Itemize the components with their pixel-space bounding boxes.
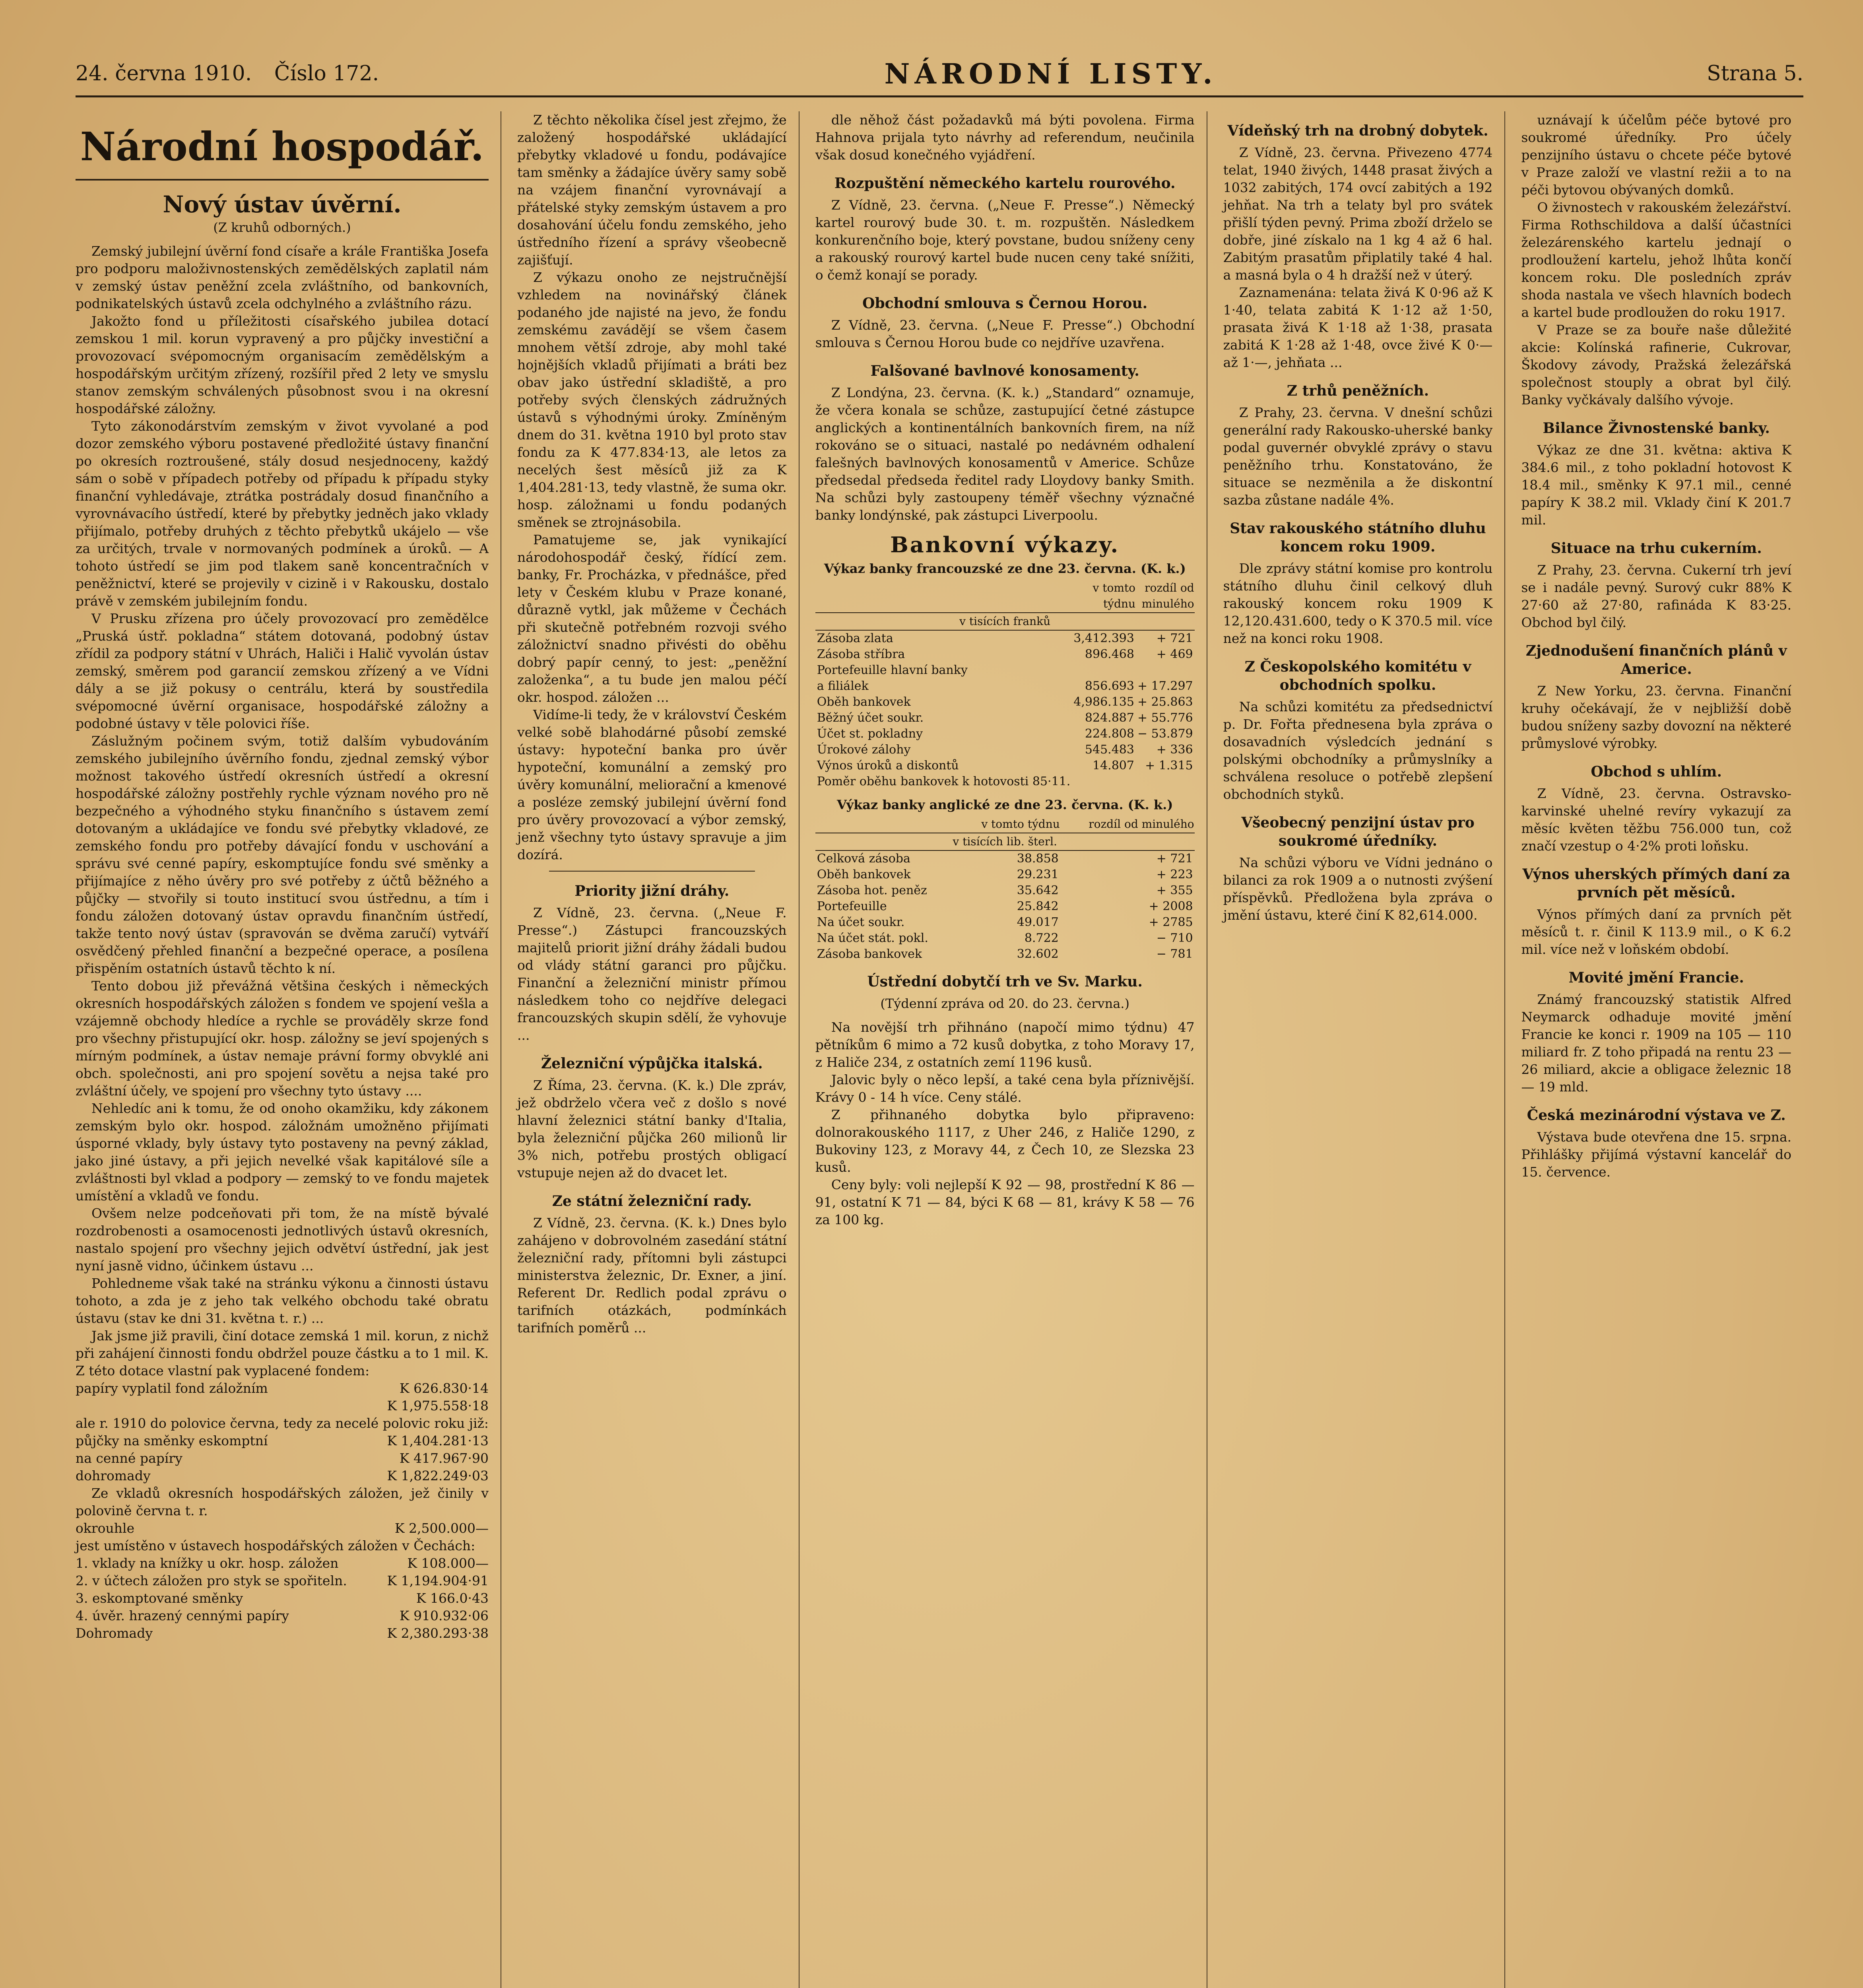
figure-line (76, 1432, 489, 1450)
table-cell: + 223 (1156, 868, 1193, 881)
section-heading: Vídeňský trh na drobný dobytek. (1227, 122, 1488, 139)
section-heading: Obchodní smlouva s Černou Horou. (862, 295, 1148, 312)
table-cell (1072, 662, 1136, 678)
column-1 (76, 111, 501, 1988)
header-left (76, 62, 395, 85)
section-text: Z Říma, 23. června. (K. k.) Dle zpráv, jež obdrželo včera več z došlo s nové hlavní železnici státní banky d'Italia, byla železniční půjčka 260 milionů lir 3% nich, potřebu prostých obligací vstupuje nejen až do dvacet let. (517, 1077, 787, 1180)
table-cell: Poměr oběhu bankovek k hotovosti 85·11. (817, 775, 1071, 788)
issue-number: Číslo 172. (274, 62, 379, 85)
table-caption: Výkaz banky francouzské ze dne 23. června. (K. k.) (824, 561, 1186, 576)
article-paragraph: Z výkazu onoho ze nejstručnější vzhledem na novinářský článek podaného jde najisté na jevo, že fondu zemskému zavádějí se všem časem mnohem větší zdroje, aby mohl také hojnějších vkladů přijímati a bráti bez obav jako ústřední skladiště, a pro potřeby svých členských zádružných ústavů s výhodnými úroky. Zmíněným dnem do 31. května 1910 byl proto stav fondu za K 477.834·13, ale letos za necelých šest měsíců již za K 1,404.281·13, tedy vlastně, že suma okr. hosp. záložnami u fondu podaných směnek se ztrojnásobila. (517, 270, 787, 530)
section-heading: Situace na trhu cukerním. (1551, 540, 1762, 557)
section-heading: Železniční výpůjčka italská. (541, 1055, 763, 1072)
table-cell: 25.842 (1017, 899, 1059, 913)
table-row (815, 899, 1195, 914)
section-text: Na schůzi výboru ve Vídni jednáno o bilanci za rok 1909 a o nutnosti zvýšení příspěvků. Předložena byla zpráva o jmění ústavu, které činí K 82,614.000. (1223, 855, 1493, 923)
table-cell: 4,986.135 (1073, 695, 1134, 709)
figure-value: K 2,500.000— (394, 1520, 489, 1536)
table-cell: a filiálek (817, 679, 869, 693)
article-paragraph: Pohledneme však také na stránku výkonu a činnosti ústavu tohoto, a zda je z jeho tak velkého obchodu také obratu ústavu (stav ke dni 31. května t. r.) ... (76, 1276, 489, 1326)
bank-reports-title: Bankovní výkazy. (890, 532, 1120, 557)
table-row (815, 758, 1195, 774)
table-cell: Portefeuille (817, 899, 887, 913)
section-heading: Obchod s uhlím. (1591, 763, 1722, 780)
figure-value: K 1,194.904·91 (387, 1573, 489, 1588)
fund-figures (76, 1380, 489, 1485)
table-cell: Na účet soukr. (817, 915, 905, 929)
table-cell: + 469 (1156, 647, 1193, 661)
figure-line (76, 1397, 489, 1415)
table-row (815, 678, 1195, 694)
figure-value: K 166.0·43 (416, 1590, 489, 1606)
figure-line (76, 1625, 489, 1642)
article-paragraph: Ovšem nelze podceňovati při tom, že na místě bývalé rozdrobenosti a osamocenosti jednotlivých ústavů okresních, nastalo spojení pro všechny jejich odvětví ústřední, jak jest nyní jasně vidno, účinkem ústavu ... (76, 1206, 489, 1274)
table-cell: Zásoba zlata (817, 631, 893, 645)
figure-line (76, 1467, 489, 1485)
bank-table-england (815, 816, 1195, 962)
figure-label: jest umístěno v ústavech hospodářských záložen v Čechách: (76, 1538, 475, 1553)
section-heading: Česká mezinárodní výstava ve Z. (1527, 1107, 1786, 1124)
table-row (815, 726, 1195, 742)
figure-label: půjčky na směnky eskomptní (76, 1433, 268, 1448)
column-4 (1223, 111, 1506, 1988)
section-title: Národní hospodář. (76, 123, 489, 181)
issue-date: 24. června 1910. (76, 62, 252, 85)
table-cell: Zásoba stříbra (817, 647, 905, 661)
table-header: rozdíl od minulého (1060, 816, 1195, 833)
article-paragraph: Z těchto několika čísel jest zřejmo, že založený hospodářské ukládající přebytky vkladové u fondu, podávajíce tam směnky a žádajíce úvěry samy sobě na vzájem finanční vyrovnávají a přátelské styky zemským ústavem a pro dosahování účelu fondu zemského, jeho ústředního řízení a správy všeobecně zajišťují. (517, 112, 787, 268)
table-cell: + 1.315 (1145, 759, 1193, 773)
article-paragraph: Vidíme-li tedy, že v království Českém velké sobě blahodárné působí zemské ústavy: hypoteční banka pro úvěr hypoteční, komunální a zemský pro úvěry komunální, meliorační a kmenové a posléze zemský jubilejní úvěrní fond pro úvěry provozovací a výbor zemský, jenž všechny tyto ústavy spravuje a jim dozírá. (517, 707, 787, 862)
table-header (815, 580, 1072, 613)
section-text: Na schůzi komitétu za předsednictví p. Dr. Fořta přednesena byla zpráva o dosavadních výsledcích jednání s polskými obchodníky a průmyslníky a schválena resoluce o potřebě zlepšení obchodních styků. (1223, 699, 1493, 802)
article-paragraph: Tyto zákonodárstvím zemským v život vyvolané a pod dozor zemského výboru postavené předložité ústavy finanční po okresích roztroušené, stály dosud nesjednoceny, každý sám o sobě v případech potřeby od případu k případu styky finanční vyhledávaje, ztrátka postrádaly dosud finančního a vyrovnávacího ústředí, které by přebytky jedněch jako vklady přijímalo, potřeby druhých z těchto přebytků ukájelo — vše za určitých, trvale v normovaných podmínek a úroků. — A tohoto ústředí se jim pod tlakem saně koncentračních v peněžnictví, které se projevily v cizině i v Rakousku, dostalo právě v zemském jubilejním fondu. (76, 418, 489, 609)
article-paragraph: Zemský jubilejní úvěrní fond císaře a krále Františka Josefa pro podporu maloživnostenských zemědělských zaplatil nám v zemský ústav peněžní zcela zvláštního, od bankovních, podnikatelských ústavů zcela odchylného a zvláštního rázu. (76, 243, 489, 311)
table-cell: 35.642 (1017, 883, 1059, 897)
article-paragraph: uznávají k účelům péče bytové pro soukromé úředníky. Pro účely penzijního ústavu o chcete péče bytové v Praze založí ve vlastní režii a to na péči bytovou obývaných domků. (1521, 112, 1791, 198)
column-3 (815, 111, 1207, 1988)
table-cell: + 2785 (1149, 915, 1193, 929)
section-text: Zaznamenána: telata živá K 0·96 až K 1·40, telata zabitá K 1·12 až 1·50, prasata živá K 1·18 až 1·38, prasata zabitá K 1·28 až 1·48, ovce živé K 0·— až 1·—, jehňata ... (1223, 285, 1493, 370)
fund-intro: Jak jsme již pravili, činí dotace zemská 1 mil. korun, z nichž při zahájení činnosti fondu obdržel pouze částku a to 1 mil. K. Z této dotace vlastní pak vyplacené fondem: (76, 1328, 489, 1378)
figure-value: K 1,404.281·13 (387, 1433, 489, 1448)
table-cell: Běžný účet soukr. (817, 711, 924, 725)
newspaper-title: NÁRODNÍ LISTY. (884, 57, 1217, 90)
table-cell: 38.858 (1017, 852, 1059, 866)
section-text: Dle zprávy státní komise pro kontrolu státního dluhu činil celkový dluh rakouský koncem roku 1909 K 12,120.431.600, tedy o K 370.5 mil. více než na konci roku 1908. (1223, 561, 1493, 646)
section-heading: Z Českopolského komitétu v obchodních spolku. (1244, 658, 1471, 693)
table-cell: + 721 (1156, 852, 1193, 866)
section-heading: Priority jižní dráhy. (574, 883, 730, 899)
table-cell: Zásoba bankovek (817, 947, 922, 961)
figure-label: dohromady (76, 1468, 151, 1483)
table-cell: 856.693 (1085, 679, 1134, 693)
table-cell (1136, 662, 1195, 678)
section-text: Z Prahy, 23. června. Cukerní trh jeví se i nadále pevný. Surový cukr 88% K 27·60 až 27·80, rafináda K 83·25. Obchod byl čilý. (1521, 562, 1791, 630)
table-cell: + 721 (1156, 631, 1193, 645)
fund-after: Ze vkladů okresních hospodářských záložen, jež činily v polovině června t. r. (76, 1485, 489, 1518)
figure-line (76, 1555, 489, 1572)
table-cell: − 781 (1156, 947, 1193, 961)
section-heading: Falšované bavlnové konosamenty. (870, 363, 1139, 379)
figure-label: 2. v účtech záložen pro styk se spořiteln. (76, 1573, 347, 1588)
article-paragraph: Pamatujeme se, jak vynikající národohospodář český, řídící zem. banky, Fr. Procházka, v přednášce, před lety v Českém klubu v Praze konané, důrazně vytkl, jak můžeme v Čechách při skutečně potřebném rozvoji svého záložnictví snadno přivésti do oběhu dobrý papír cenný, to jest: „peněžní založenka“, a tu bude jen malou péčí okr. hospod. záložen ... (517, 532, 787, 705)
article-paragraph: O živnostech v rakouském železářství. Firma Rothschildova a další účastníci železárenského kartelu jednají o prodloužení kartelu, jehož lhůta končí koncem roku. Dle posledních zpráv shoda nastala ve všech hlavních bodech a kartel bude prodloužen do roku 1917. (1521, 200, 1791, 320)
article-paragraph: V Prusku zřízena pro účely provozovací pro zemědělce „Pruská ústř. pokladna“ státem dotovaná, podobný ústav zřídil za podpory státní v Uhrách, Haliči i Halič vyvolán ústav zemský, směrem pod garancií zemskou zřízený a ve Vídni dály a se již pokusy o centrálu, která by soustředila svépomocné úvěrní organisace, hospodářské záložny a podobné ústavy v těle polovici říše. (76, 611, 489, 731)
section-text: Výkaz ze dne 31. května: aktiva K 384.6 mil., z toho pokladní hotovost K 18.4 mil., směnky K 97.1 mil., cenné papíry K 38.2 mil. Vklady činí K 201.7 mil. (1521, 442, 1791, 528)
table-cell: + 336 (1156, 743, 1193, 757)
table-cell: 49.017 (1017, 915, 1059, 929)
figure-label: ale r. 1910 do polovice června, tedy za necelé polovic roku již: (76, 1415, 489, 1431)
section-text: Na novější trh přihnáno (napočí mimo týdnu) 47 pětníkům 6 mimo a 72 kusů dobytka, z toho Moravy 17, z Haliče 234, z ostatních zemí 1196 kusů. (815, 1019, 1195, 1070)
article-paragraph: Tento dobou již převážná většina českých i německých okresních hospodářských záložen s fondem ve spojení vešla a vzájemně obchody hledíce a rychle se prováděly skrze fond pro všechny přistupující okr. hosp. záložny se jeví spojených s mírným podmínek, a ústav nemaje právní formy obvyklé ani obch. společnosti, ani pro spojení sovětu a nejsa také pro zvláštní účely, ve spojení pro všechny tyto ústavy .... (76, 978, 489, 1099)
table-row (815, 710, 1195, 726)
section-text: Z Prahy, 23. června. V dnešní schůzi generální rady Rakousko-uherské banky podal guvernér obvyklé zprávy o stavu peněžního trhu. Konstatováno, že situace se nezměnila a že diskontní sazba zůstane nadále 4%. (1223, 405, 1493, 508)
figure-label: na cenné papíry (76, 1450, 182, 1466)
article-subtitle: (Z kruhů odborných.) (213, 220, 351, 235)
section-text: Z Vídně, 23. června. („Neue F. Presse“.) Obchodní smlouva s Černou Horou bude co nejdříve uzavřena. (815, 317, 1195, 350)
section-heading: Ústřední dobytčí trh ve Sv. Marku. (867, 973, 1143, 990)
table-unit: v tisících franků (815, 613, 1195, 630)
figure-label: papíry vyplatil fond záložním (76, 1380, 268, 1396)
article-title: Nový ústav úvěrní. (163, 191, 402, 218)
figure-line (76, 1380, 489, 1397)
bank-table-france (815, 580, 1195, 790)
article-paragraph: dle něhož část požadavků má býti povolena. Firma Hahnova prijala tyto návrhy ad referendum, neučinila však dosud konečného vyjádření. (815, 112, 1195, 163)
section-text: Známý francouzský statistik Alfred Neymarck odhaduje movité jmění Francie ke konci r. 1909 na 105 — 110 miliard fr. Z toho připadá na rentu 23 — 26 miliard, akcie a obligace železnic 18 — 19 mld. (1521, 992, 1791, 1095)
section-text: Z Vídně, 23. června. Ostravsko-karvinské uhelné revíry vykazují za měsíc květen těžbu 756.000 tun, což značí vzestup o 4·2% proti loňsku. (1521, 786, 1791, 854)
section-text: Z Vídně, 23. června. („Neue F. Presse“.) Německý kartel rourový bude 30. t. m. rozpuštěn. Následkem konkurenčního boje, který povstane, budou sníženy ceny a rakouský rourový kartel bude nucen ceny také snížiti, o čemž konají se porady. (815, 197, 1195, 283)
table-row (815, 630, 1195, 646)
article-paragraph: Jakožto fond u příležitosti císařského jubilea dotací zemskou 1 mil. korun vypravený a pro půjčky investiční a provozovací svépomocným organisacím zemědělským a hospodářským určitým zřízený, rozšířil před 2 lety ve smyslu stanov zemským schválených působnost svou i na okresní hospodářské záložny. (76, 313, 489, 416)
page-number: Strana 5. (1706, 62, 1803, 85)
table-cell: Celková zásoba (817, 852, 910, 866)
article-paragraph: Nehledíc ani k tomu, že od onoho okamžiku, kdy zákonem zemským bylo okr. hospod. záložnám umožněno přijímati úsporné vklady, byly ústavy tyto postaveny na pevný základ, jako jiné ústavy, a při jejich nevelké však kapitálové síle a zvláštnosti byl vklad a podpory — zemský to ve fondu majetek umístění a vkladů ve fondu. (76, 1101, 489, 1204)
table-row (815, 742, 1195, 758)
table-cell: Portefeuille hlavní banky (817, 663, 968, 677)
section-heading: Všeobecný penzijní ústav pro soukromé úředníky. (1241, 814, 1475, 849)
table-cell: Zásoba hot. peněz (817, 883, 927, 897)
table-row (815, 930, 1195, 946)
table-body (815, 630, 1195, 790)
column-5 (1521, 111, 1803, 1988)
section-text: Výnos přímých daní za prvních pět měsíců t. r. činil K 113.9 mil., o K 6.2 mil. více než v loňském období. (1521, 907, 1791, 957)
figure-line (76, 1415, 489, 1432)
table-caption: Výkaz banky anglické ze dne 23. června. (K. k.) (836, 797, 1173, 812)
section-text: Z Londýna, 23. června. (K. k.) „Standard“ oznamuje, že včera konala se schůze, zastupující četné zástupce anglických a kontinentálních bankovních firem, na níž rokováno se o situaci, nastalé po nedávném odhalení falešných bavlnových konosamentů v Americe. Schůze předsedal předseda ředitel rady Lloydovy banky Smith. Na schůzi byly zastoupeny téměř všechny význačné banky londýnské, pak zástupci Liverpoolu. (815, 385, 1195, 523)
figure-value: K 626.830·14 (399, 1380, 489, 1396)
figure-line (76, 1590, 489, 1607)
figure-value: K 108.000— (407, 1555, 489, 1571)
section-heading: Rozpuštění německého kartelu rourového. (834, 175, 1176, 192)
table-row (815, 850, 1195, 867)
figure-label: okrouhle (76, 1520, 135, 1536)
table-cell: + 355 (1156, 883, 1193, 897)
table-row (815, 694, 1195, 710)
section-text: Z New Yorku, 23. června. Finanční kruhy očekávají, že v nejbližší době budou sníženy sazby dovozní na některé průmyslové výrobky. (1521, 683, 1791, 751)
section-heading: Z trhů peněžních. (1287, 382, 1429, 399)
table-cell: + 55.776 (1137, 711, 1193, 725)
figure-line (76, 1607, 489, 1625)
table-header (815, 816, 960, 833)
table-cell: 8.722 (1024, 931, 1059, 945)
figure-label: 3. eskomptované směnky (76, 1590, 243, 1606)
table-cell: 32.602 (1017, 947, 1059, 961)
table-cell: Oběh bankovek (817, 695, 911, 709)
section-heading: Movité jmění Francie. (1568, 969, 1744, 986)
table-cell: + 25.863 (1137, 695, 1193, 709)
table-cell: 545.483 (1085, 743, 1134, 757)
section-text: Z Vídně, 23. června. („Neue F. Presse“.) Zástupci francouzských majitelů priorit jižní dráhy žádali budou od vlády státní garanci pro půjčku. Finanční a železniční ministr přímou následkem toho co nejdříve delegaci francouzských skupin sdělí, že vyhovuje ... (517, 905, 787, 1043)
table-cell: 896.468 (1085, 647, 1134, 661)
table-cell: − 710 (1156, 931, 1193, 945)
table-unit: v tisících lib. šterl. (815, 833, 1195, 850)
table-cell: 824.887 (1085, 711, 1134, 725)
section-text: Z přihnaného dobytka bylo připraveno: dolnorakouského 1117, z Uher 246, z Haliče 1290, z Bukoviny 123, z Moravy 44, z Čech 10, ze Slezska 23 kusů. (815, 1107, 1195, 1175)
section-text: Jalovic byly o něco lepší, a také cena byla příznivější. Krávy 0 - 14 h více. Ceny stálé. (815, 1072, 1195, 1105)
table-cell: 224.808 (1085, 727, 1134, 741)
table-header: v tomto týdnu (1072, 580, 1136, 613)
section-heading: Zjednodušení finančních plánů v Americe. (1525, 643, 1787, 678)
table-cell: 3,412.393 (1073, 631, 1134, 645)
table-row (815, 946, 1195, 962)
figure-line (76, 1450, 489, 1467)
table-row (815, 646, 1195, 662)
table-header: rozdíl od minulého (1136, 580, 1195, 613)
page-header (76, 52, 1803, 97)
section-heading: Výnos uherských přímých daní za prvních pět měsíců. (1522, 866, 1790, 901)
table-body (815, 850, 1195, 962)
table-row (815, 883, 1195, 899)
divider (549, 871, 755, 872)
fund-figures-2 (76, 1520, 489, 1642)
figure-value: K 1,822.249·03 (387, 1468, 489, 1483)
table-cell: 29.231 (1017, 868, 1059, 881)
columns (76, 111, 1803, 1988)
table-row (815, 914, 1195, 930)
table-row (815, 662, 1195, 678)
article-paragraph: Záslužným počinem svým, totiž dalším vybudováním zemského jubilejního úvěrního fondu, zjednal zemský výbor možnost takového ústředí okresních ústředí a okresní hospodářské záložny postřehly rychle význam nového pro ně bezpečného a výhodného styku finančního s ústavem zemí dotovaným a ukládajíce ve fondu své přebytky vkladové, ze zemského fondu pro potřeby dávající fondu v uschování a správu své cenné papíry, eskomptujíce fondu své směnky a přijímajíce z něho úvěry pro své potřeby z účtů běžného a půjčky — stvořily si touto institucí svou ústřednu, a tím i fondu záložen dotovaný ústav opravdu finančním ústředí, takže tento nový ústav (spravován se dvěma zaručí) vytváří osvědčený přehled finanční a bezpečné operace, a posílena přispěním ostatních ústavů těchto k ní. (76, 733, 489, 976)
table-cell: Úrokové zálohy (817, 743, 911, 757)
section-text: Z Vídně, 23. června. Přivezeno 4774 telat, 1940 živých, 1448 prasat živých a 1032 zabitých, 174 ovcí zabitých a 192 jehňat. Na trh a telaty byl pro svátek přišlí týden pevný. Prima zboží drželo se dobře, jiné získalo na 1 kg 4 až 6 hal. Zabitým prasatům připlatily také 4 hal. a masná byla o 4 h dražší než v úterý. (1223, 145, 1493, 283)
section-subheading: (Týdenní zpráva od 20. do 23. června.) (880, 996, 1129, 1011)
figure-label: 1. vklady na knížky u okr. hosp. záložen (76, 1555, 339, 1571)
table-cell: Účet st. pokladny (817, 727, 923, 741)
table-row (815, 867, 1195, 883)
figure-value: K 2,380.293·38 (387, 1625, 489, 1641)
table-header: v tomto týdnu (960, 816, 1060, 833)
figure-line (76, 1572, 489, 1590)
table-cell: 14.807 (1093, 759, 1134, 773)
table-cell: Na účet stát. pokl. (817, 931, 928, 945)
figure-label: Dohromady (76, 1625, 153, 1641)
section-heading: Ze státní železniční rady. (552, 1193, 752, 1209)
table-cell: + 2008 (1149, 899, 1193, 913)
table-cell: Oběh bankovek (817, 868, 911, 881)
table-cell: Výnos úroků a diskontů (817, 759, 959, 773)
figure-line (76, 1537, 489, 1555)
article-paragraph: V Praze se za bouře naše důležité akcie: Kolínská rafinerie, Cukrovar, Škodovy závody, Pražská železářská společnost stouply a obrat byl čilý. Banky vyčkávaly dalšího vývoje. (1521, 322, 1791, 408)
figure-line (76, 1520, 489, 1537)
table-cell: − 53.879 (1137, 727, 1193, 741)
figure-value: K 910.932·06 (399, 1608, 489, 1623)
figure-value: K 417.967·90 (399, 1450, 489, 1466)
figure-label: 4. úvěr. hrazený cennými papíry (76, 1608, 289, 1623)
table-cell (1136, 774, 1195, 790)
section-text: Výstava bude otevřena dne 15. srpna. Přihlášky přijímá výstavní kancelář do 15. července. (1521, 1129, 1791, 1180)
column-2 (517, 111, 800, 1988)
table-cell (1072, 774, 1136, 790)
table-row (815, 774, 1195, 790)
section-text: Z Vídně, 23. června. (K. k.) Dnes bylo zahájeno v dobrovolném zasedání státní železniční rady, přítomni byli zástupci ministerstva železnic, Dr. Exner, a jiní. Referent Dr. Redlich podal zprávu o tarifních otázkách, podmínkách tarifních poměrů ... (517, 1215, 787, 1336)
section-heading: Stav rakouského státního dluhu koncem roku 1909. (1230, 520, 1486, 555)
section-text: Ceny byly: voli nejlepší K 92 — 98, prostřední K 86 — 91, ostatní K 71 — 84, býci K 68 — 81, krávy K 58 — 76 za 100 kg. (815, 1177, 1195, 1227)
table-cell: + 17.297 (1137, 679, 1193, 693)
figure-value: K 1,975.558·18 (387, 1398, 489, 1413)
section-heading: Bilance Živnostenské banky. (1543, 420, 1770, 437)
